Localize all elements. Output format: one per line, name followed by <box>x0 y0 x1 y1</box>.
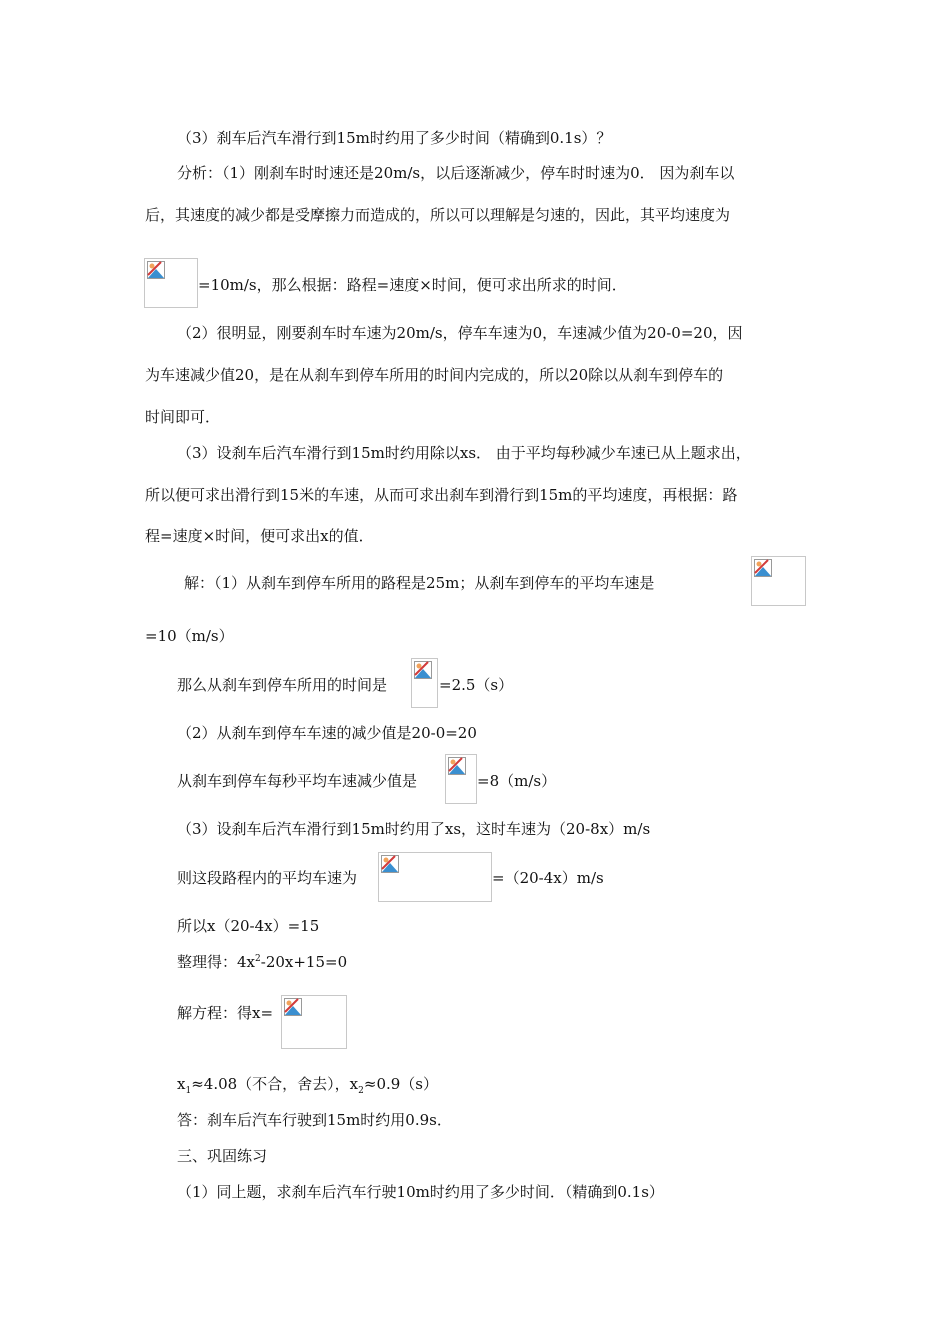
broken-image-icon <box>147 261 165 279</box>
analysis-3-line-3: 程=速度×时间，便可求出x的值． <box>145 527 374 545</box>
section-heading-practice: 三、巩固练习 <box>177 1147 268 1165</box>
solution-2-line-1: （2）从刹车到停车车速的减少值是20-0=20 <box>177 724 477 742</box>
broken-image-icon <box>754 559 772 577</box>
solution-1-time-value: =2.5（s） <box>439 676 514 694</box>
roots-line <box>177 1074 438 1094</box>
solution-3-avg-label: 则这段路程内的平均车速为 <box>177 869 358 887</box>
simplified-text-b: -20x+15=0 <box>260 953 348 971</box>
simplified-text-a: 整理得：4x <box>177 953 256 971</box>
solution-3-avg-value: =（20-4x）m/s <box>492 869 604 887</box>
root-x1-value: ≈4.08（不合，舍去），x <box>191 1075 359 1093</box>
analysis-3-line-1: （3）设刹车后汽车滑行到15m时约用除以xs． 由于平均每秒减少车速已从上题求出， <box>177 444 751 462</box>
solution-1-line-2: =10（m/s） <box>145 627 234 645</box>
analysis-2-line-1: （2）很明显，刚要刹车时车速为20m/s，停车车速为0，车速减少值为20-0=20，因 <box>177 324 743 342</box>
analysis-1-line-1: 分析：（1）刚刹车时时速还是20m/s，以后逐渐减少，停车时时速为0． 因为刹车以 <box>177 164 735 182</box>
subscript-1: 1 <box>185 1086 192 1096</box>
solution-1-line-1: 解：（1）从刹车到停车所用的路程是25m；从刹车到停车的平均车速是 <box>184 574 655 592</box>
analysis-2-line-2: 为车速减少值20，是在从刹车到停车所用的时间内完成的，所以20除以从刹车到停车的 <box>145 366 724 384</box>
practice-question-1: （1）同上题，求刹车后汽车行驶10m时约用了多少时间．（精确到0.1s） <box>177 1183 664 1201</box>
formula-image-2 <box>751 556 806 606</box>
analysis-1-line-2: 后，其速度的减少都是受摩擦力而造成的，所以可以理解是匀速的，因此，其平均速度为 <box>145 206 731 224</box>
question-3: （3）刹车后汽车滑行到15m时约用了多少时间（精确到0.1s）？ <box>177 129 612 147</box>
solve-equation-label: 解方程：得x= <box>177 1004 274 1022</box>
broken-image-icon <box>414 661 432 679</box>
formula-image-6 <box>281 995 347 1049</box>
broken-image-icon <box>448 757 466 775</box>
solution-3-simplified <box>177 952 347 972</box>
analysis-3-line-2: 所以便可求出滑行到15米的车速，从而可求出刹车到滑行到15m的平均速度，再根据：路 <box>145 486 738 504</box>
analysis-1-line-3: =10m/s，那么根据：路程=速度×时间，便可求出所求的时间． <box>198 276 627 294</box>
solution-1-time-label: 那么从刹车到停车所用的时间是 <box>177 676 388 694</box>
formula-image-1 <box>144 258 198 308</box>
solution-3-line-1: （3）设刹车后汽车滑行到15m时约用了xs，这时车速为（20-8x）m/s <box>177 820 651 838</box>
analysis-2-line-3: 时间即可． <box>145 408 221 426</box>
subscript-2: 2 <box>358 1086 364 1096</box>
solution-3-equation: 所以x（20-4x）=15 <box>177 917 320 935</box>
broken-image-icon <box>381 855 399 873</box>
solution-2-rate-value: =8（m/s） <box>477 772 557 790</box>
exponent: 2 <box>255 954 261 964</box>
root-x2-value: ≈0.9（s） <box>363 1075 438 1093</box>
root-x1: x <box>177 1075 186 1093</box>
formula-image-4 <box>445 754 477 804</box>
formula-image-5 <box>378 852 492 902</box>
formula-image-3 <box>411 658 438 708</box>
solution-2-rate-label: 从刹车到停车每秒平均车速减少值是 <box>177 772 418 790</box>
answer-line: 答：刹车后汽车行驶到15m时约用0.9s． <box>177 1111 452 1129</box>
broken-image-icon <box>284 998 302 1016</box>
